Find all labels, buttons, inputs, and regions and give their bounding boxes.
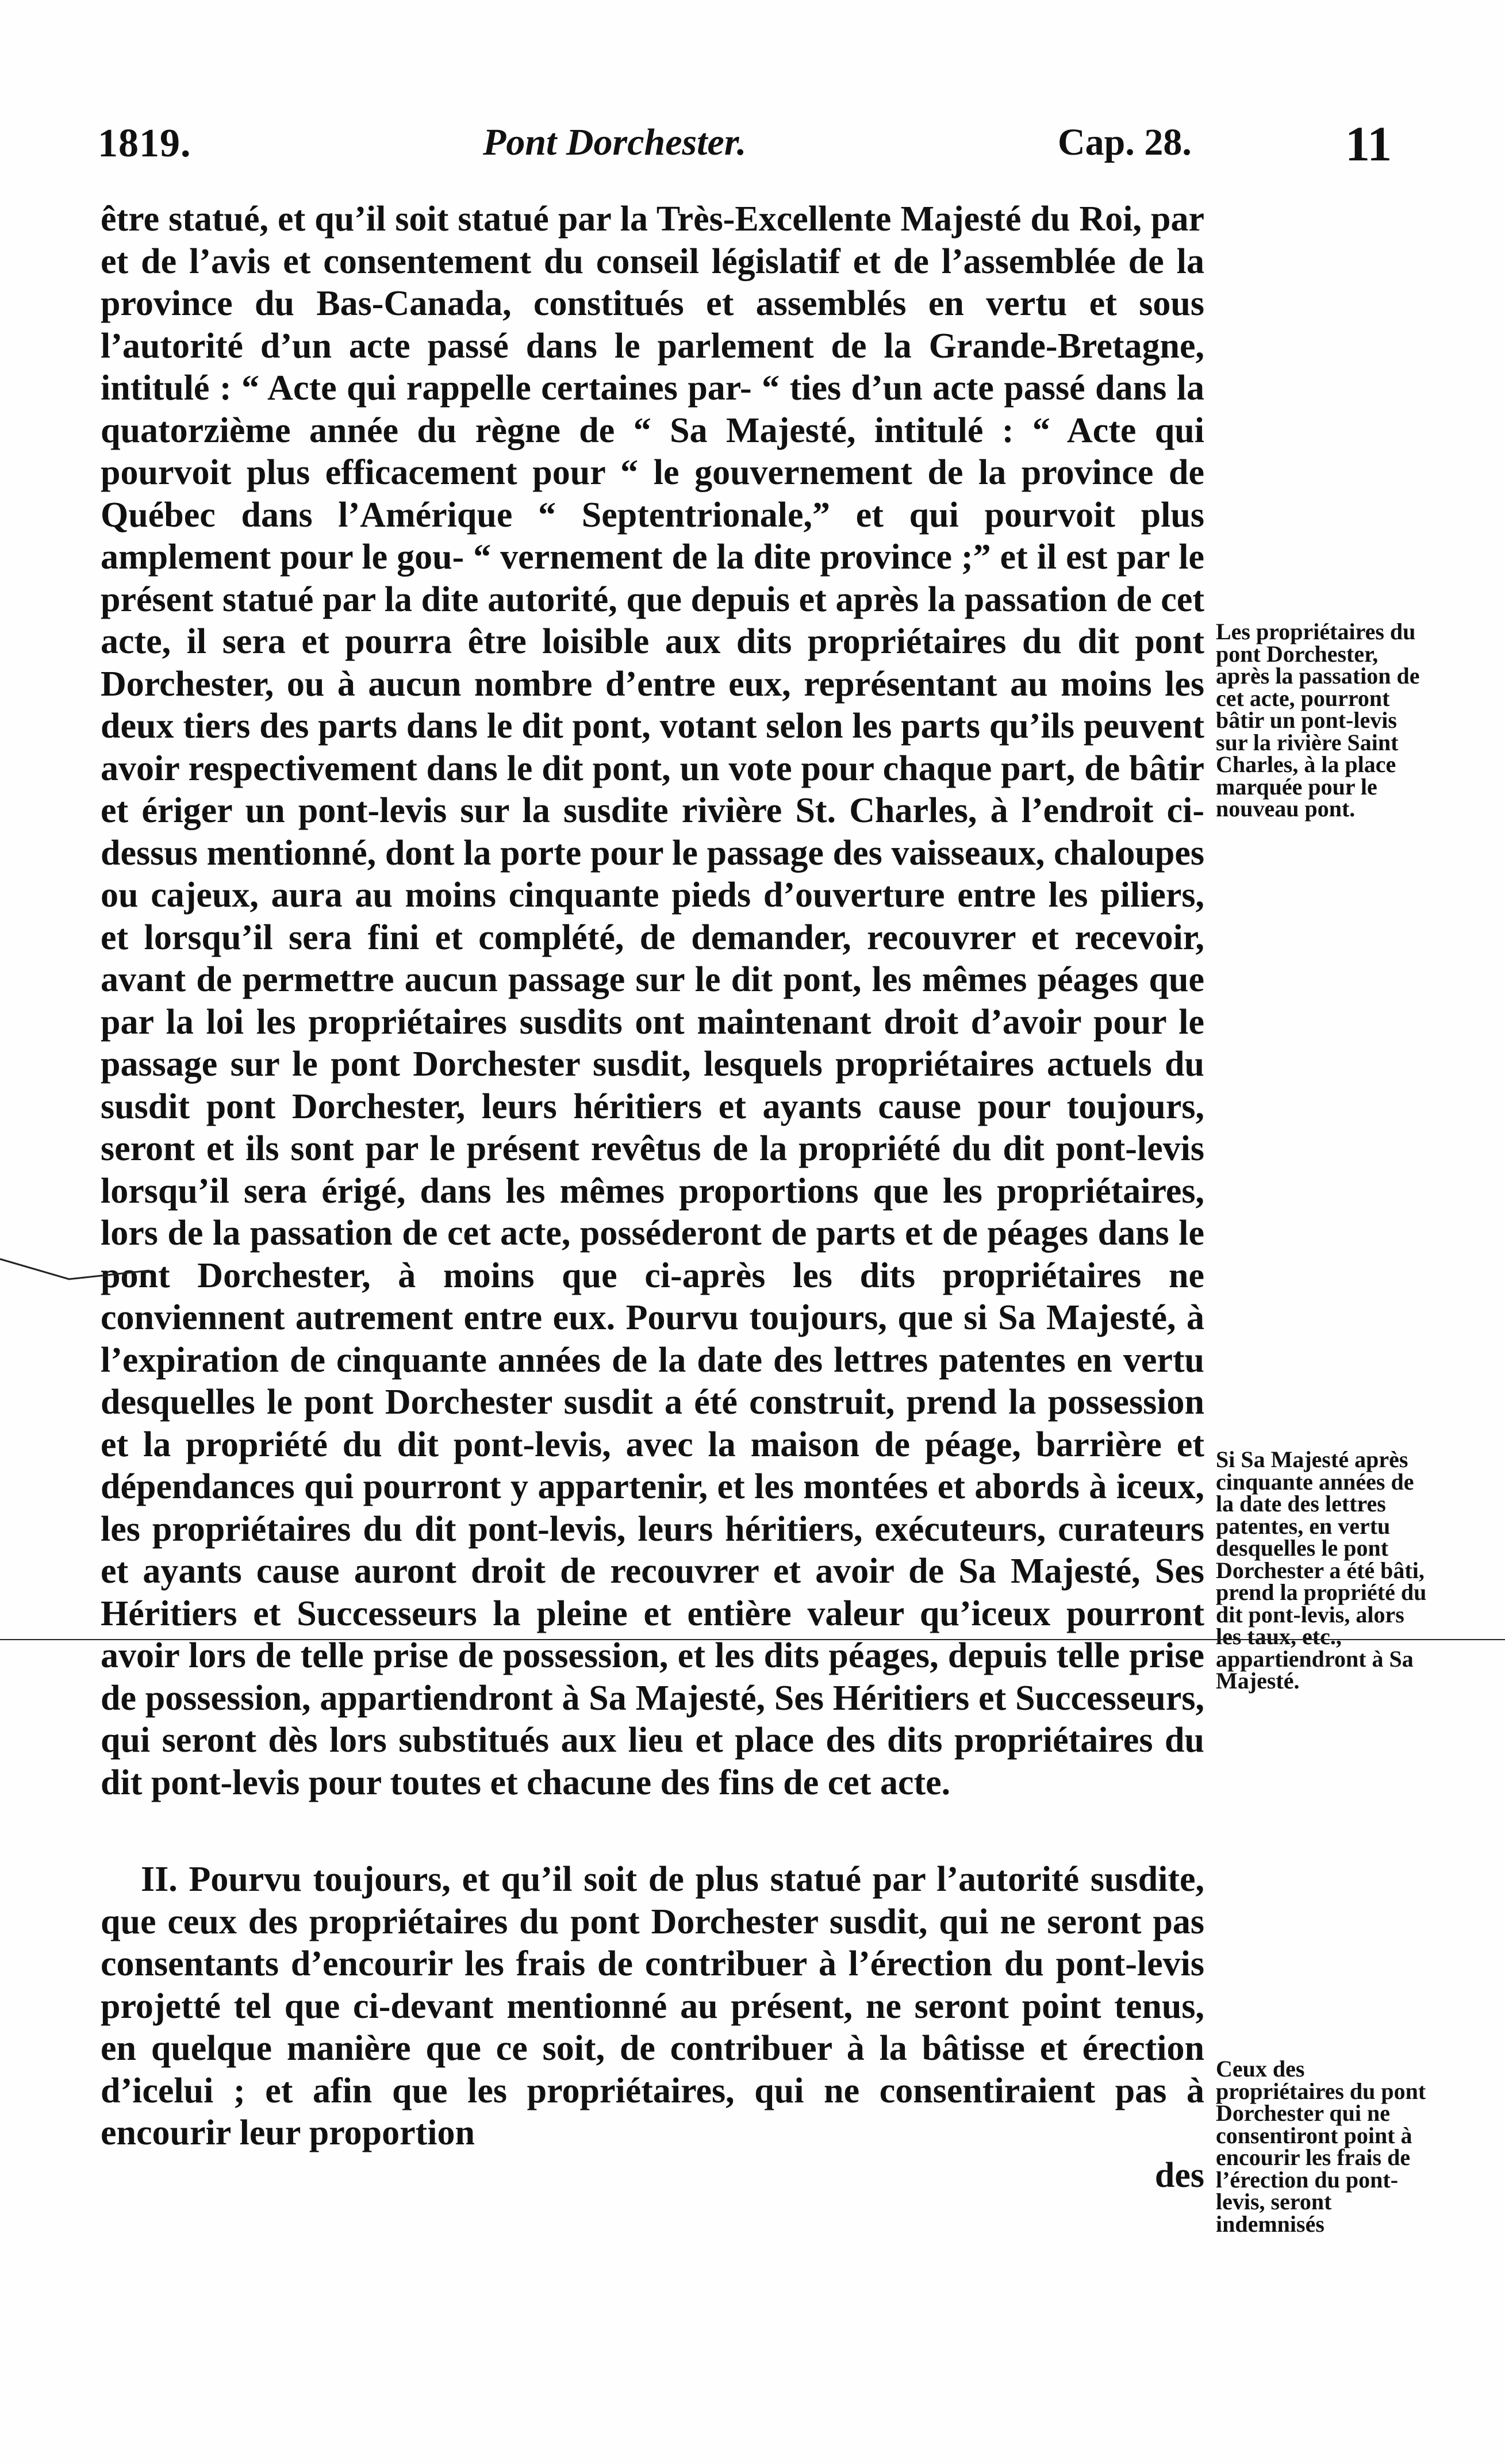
paragraph-2: II. Pourvu toujours, et qu’il soit de plus statué par l’autorité susdite, que ceux des propriétaires du pont Dorchester susdit, qui ne seront pas consentants d’encourir les frais de contribuer à l’érection du pont-levis projetté tel que ci-devant mentionné au présent, ne seront point tenus, en quelque manière que ce soit, de contribuer à la bâtisse et érection d’icelui ; et afin que les propriétaires, qui ne consentiraient pas à encourir leur proportion: [101, 1860, 1204, 2152]
margin-note-2: Si Sa Majesté après cinquante années de la date des lettres patentes, en vertu desquelles le pont Dorchester a été bâti, prend la propriété du dit pont-levis, alors les taux, etc., appartiendront à Sa Majesté.: [1216, 1446, 1427, 1694]
page-number: 11: [1345, 116, 1392, 171]
margin-note-3: Ceux des propriétaires du pont Dorchester qui ne consentiront point à encourir les frais de l’érection du pont-levis, seront indemnisés: [1216, 2056, 1426, 2237]
running-header: [98, 115, 1408, 178]
header-chapter: Cap. 28.: [1058, 121, 1192, 163]
margin-note-1: Les propriétaires du pont Dorchester, après la passation de cet acte, pourront bâtir un pont-levis sur la rivière Saint Charles, à la place marquée pour le nouveau pont.: [1216, 619, 1420, 822]
header-year: 1819.: [98, 121, 191, 166]
header-title: Pont Dorchester.: [483, 121, 747, 163]
paragraph-1: être statué, et qu’il soit statué par la Très-Excellente Majesté du Roi, par et de l’avis et consentement du conseil législatif et de l’assemblée de la province du Bas-Canada, constitués et assemblés en vertu et sous l’autorité d’un acte passé dans le parlement de la Grande-Bretagne, intitulé : “ Acte qui rappelle certaines par- “ ties d’un acte passé dans la quatorzième année du règne de “ Sa Majesté, intitulé : “ Acte qui pourvoit plus efficacement pour “ le gouvernement de la province de Québec dans l’Amérique “ Septentrionale,” et qui pourvoit plus amplement pour le gou- “ vernement de la dite province ;” et il est par le présent statué par la dite autorité, que depuis et après la passation de cet acte, il sera et pourra être loisible aux dits propriétaires du dit pont Dorchester, ou à aucun nombre d’entre eux, représentant au moins les deux tiers des parts dans le dit pont, votant selon les parts qu’ils peuvent avoir respectivement dans le dit pont, un vote pour chaque part, de bâtir et ériger un pont-levis sur la susdite rivière St. Charles, à l’endroit ci-dessus mentionné, dont la porte pour le passage des vaisseaux, chaloupes ou cajeux, aura au moins cinquante pieds d’ouverture entre les piliers, et lorsqu’il sera fini et complété, de demander, recouvrer et recevoir, avant de permettre aucun passage sur le dit pont, les mêmes péages que par la loi les propriétaires susdits ont maintenant droit d’avoir pour le passage sur le pont Dorchester susdit, lesquels propriétaires actuels du susdit pont Dorchester, leurs héritiers et ayants cause pour toujours, seront et ils sont par le présent revêtus de la propriété du dit pont-levis lorsqu’il sera érigé, dans les mêmes proportions que les propriétaires, lors de la passation de cet acte, posséderont de parts et de péages dans le pont Dorchester, à moins que ci-après les dits propriétaires ne conviennent autrement entre eux. Pourvu toujours, que si Sa Majesté, à l’expiration de cinquante années de la date des lettres patentes en vertu desquelles le pont Dorchester susdit a été construit, prend la possession et la propriété du dit pont-levis, avec la maison de péage, barrière et dépendances qui pourront y appartenir, et les montées et abords à iceux, les propriétaires du dit pont-levis, leurs héritiers, exécuteurs, curateurs et ayants cause auront droit de recouvrer et avoir de Sa Majesté, Ses Héritiers et Successeurs la pleine et entière valeur qu’iceux pourront avoir lors de telle prise de possession, et les dits péages, depuis telle prise de possession, appartiendront à Sa Majesté, Ses Héritiers et Successeurs, qui seront dès lors substitués aux lieu et place des dits propriétaires du dit pont-levis pour toutes et chacune des fins de cet acte.: [101, 199, 1204, 1802]
catchword: des: [1154, 2155, 1204, 2195]
main-text-column: [101, 198, 1204, 2197]
